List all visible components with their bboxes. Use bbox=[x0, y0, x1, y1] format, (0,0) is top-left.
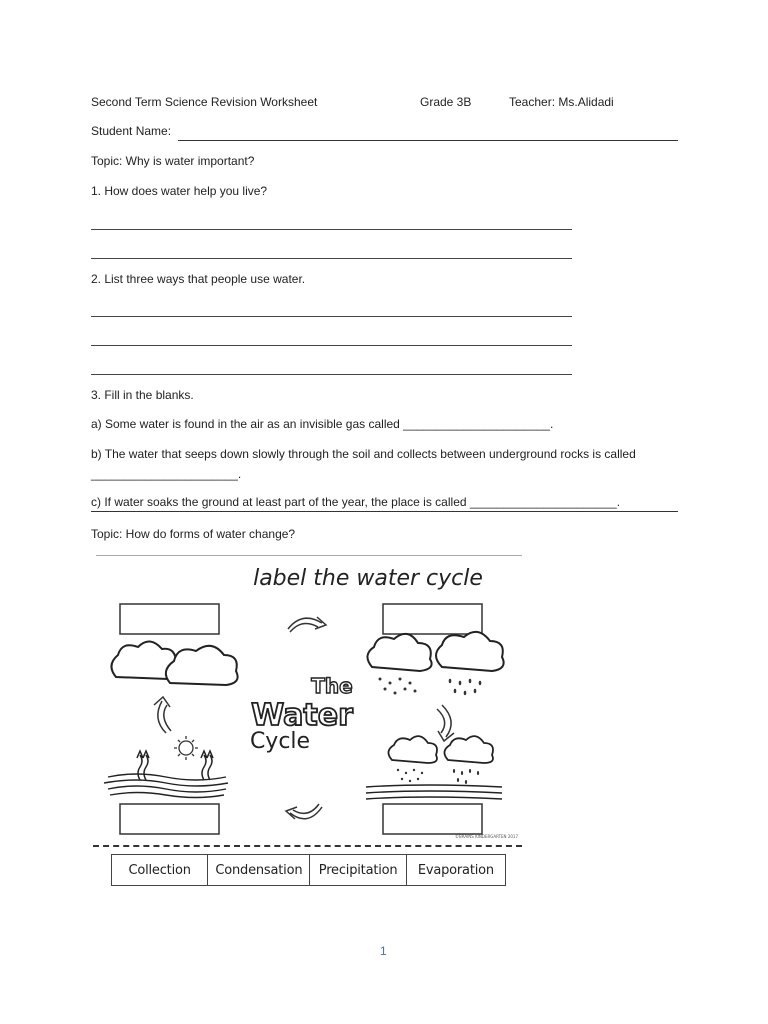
label-box-bottom-right[interactable] bbox=[383, 804, 482, 834]
center-title-the: The bbox=[311, 674, 353, 698]
answer-line[interactable] bbox=[91, 229, 572, 230]
small-rain-cloud-icon bbox=[444, 736, 493, 784]
snow-cloud-icon bbox=[367, 634, 431, 695]
cut-line bbox=[93, 845, 522, 847]
student-name-line[interactable] bbox=[178, 140, 678, 141]
center-title bbox=[250, 674, 353, 754]
word-bank bbox=[111, 854, 506, 886]
rain-cloud-icon bbox=[436, 632, 504, 695]
page-number: 1 bbox=[380, 944, 387, 958]
student-name-label: Student Name: bbox=[91, 124, 172, 138]
diagram-heading: label the water cycle bbox=[253, 566, 483, 591]
worksheet-title: Second Term Science Revision Worksheet bbox=[91, 95, 318, 109]
sun-icon bbox=[174, 736, 198, 760]
word-bank-item: Evaporation bbox=[417, 862, 494, 878]
label-box-top-right[interactable] bbox=[383, 604, 482, 634]
answer-line[interactable] bbox=[91, 258, 572, 259]
water-waves-right-icon bbox=[366, 785, 502, 799]
answer-line[interactable] bbox=[91, 316, 572, 317]
question-1: 1. How does water help you live? bbox=[91, 184, 268, 198]
section-divider bbox=[91, 511, 678, 512]
arrow-top-icon bbox=[288, 617, 326, 632]
question-3: 3. Fill in the blanks. bbox=[91, 388, 194, 402]
center-title-cycle: Cycle bbox=[249, 729, 311, 754]
word-bank-item: Collection bbox=[112, 855, 208, 885]
center-title-water: Water bbox=[251, 698, 353, 733]
evaporation-arrows-icon bbox=[137, 751, 213, 780]
arrow-right-icon bbox=[437, 705, 454, 741]
answer-line[interactable] bbox=[91, 374, 572, 375]
word-bank-item: Precipitation bbox=[310, 855, 406, 885]
word-bank-item: Condensation bbox=[208, 855, 310, 885]
grade-label: Grade 3B bbox=[420, 95, 472, 109]
question-3b: b) The water that seeps down slowly through the soil and collects between underground rocks is called bbox=[91, 447, 636, 461]
water-cycle-illustration bbox=[96, 555, 526, 845]
diagram-copyright: ©BRAINS KINDERGARTEN 2017 bbox=[455, 834, 518, 839]
label-box-top-left[interactable] bbox=[120, 604, 219, 634]
question-3b-blank: ______________________. bbox=[91, 467, 242, 481]
cloud-icon bbox=[111, 641, 237, 685]
teacher-label: Teacher: Ms.Alidadi bbox=[509, 95, 614, 109]
arrow-bottom-icon bbox=[286, 804, 322, 819]
arrow-left-icon bbox=[154, 697, 171, 733]
small-snow-cloud-icon bbox=[388, 736, 437, 782]
topic-heading-1: Topic: Why is water important? bbox=[91, 154, 255, 168]
topic-heading-2: Topic: How do forms of water change? bbox=[91, 527, 296, 541]
answer-line[interactable] bbox=[91, 345, 572, 346]
question-3c: c) If water soaks the ground at least part of the year, the place is called ______________________. bbox=[91, 495, 621, 509]
question-3a: a) Some water is found in the air as an invisible gas called ______________________. bbox=[91, 417, 554, 431]
question-2: 2. List three ways that people use water. bbox=[91, 272, 306, 286]
label-box-bottom-left[interactable] bbox=[120, 804, 219, 834]
